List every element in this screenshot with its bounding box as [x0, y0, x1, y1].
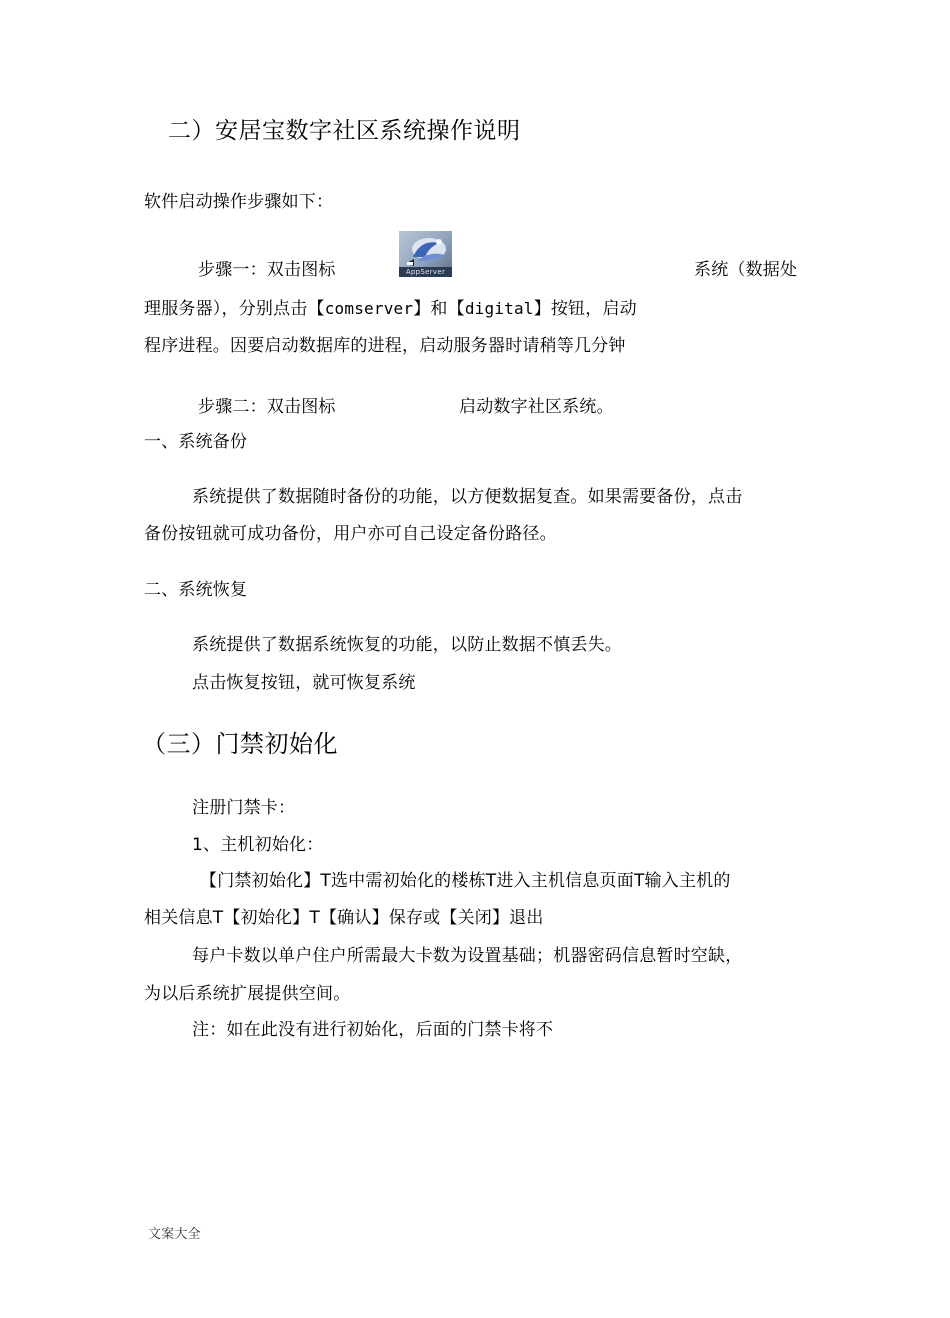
app-server-icon	[399, 231, 452, 277]
page-footer: 文案大全	[148, 1227, 201, 1242]
section-title: 二）安居宝数字社区系统操作说明	[168, 118, 521, 144]
step1-line2	[144, 298, 637, 320]
step1-suffix: 系统（数据处	[694, 260, 798, 280]
step1-prefix: 步骤一：双击图标	[198, 260, 336, 280]
init-note: 注：如在此没有进行初始化，后面的门禁卡将不	[192, 1020, 554, 1040]
register-card-label: 注册门禁卡：	[192, 798, 296, 818]
access-init-heading: （三）门禁初始化	[142, 730, 338, 758]
backup-paragraph-1: 系统提供了数据随时备份的功能，以方便数据复查。如果需要备份，点击	[192, 487, 743, 507]
restore-paragraph-1: 系统提供了数据系统恢复的功能，以防止数据不慎丢失。	[192, 635, 622, 655]
app-server-icon-label: AppServer	[399, 267, 452, 277]
step1-line3: 程序进程。因要启动数据库的进程，启动服务器时请稍等几分钟	[144, 336, 626, 356]
intro-text: 软件启动操作步骤如下：	[144, 192, 334, 212]
card-count-line-2: 为以后系统扩展提供空间。	[144, 984, 351, 1004]
init-flow-line-1: 【门禁初始化】T选中需初始化的楼栋T进入主机信息页面T输入主机的	[200, 871, 731, 891]
host-init-label: 1、主机初始化：	[192, 835, 324, 855]
step1-line2-a: 理服务器），分别点击【	[144, 299, 325, 319]
digital-button-label: digital	[464, 299, 534, 318]
step2-suffix: 启动数字社区系统。	[459, 397, 614, 417]
step1-line2-b: 】和【	[413, 299, 465, 319]
step2-prefix: 步骤二：双击图标	[198, 397, 336, 417]
backup-heading: 一、系统备份	[144, 432, 248, 452]
init-flow-line-2: 相关信息T【初始化】T【确认】保存或【关闭】退出	[144, 908, 544, 928]
restore-paragraph-2: 点击恢复按钮，就可恢复系统	[192, 673, 416, 693]
card-count-line-1: 每户卡数以单户住户所需最大卡数为设置基础；机器密码信息暂时空缺，	[192, 946, 743, 966]
comserver-button-label: comserver	[324, 299, 414, 318]
backup-paragraph-2: 备份按钮就可成功备份，用户亦可自己设定备份路径。	[144, 524, 557, 544]
step1-line2-c: 】按钮，启动	[533, 299, 637, 319]
restore-heading: 二、系统恢复	[144, 580, 248, 600]
